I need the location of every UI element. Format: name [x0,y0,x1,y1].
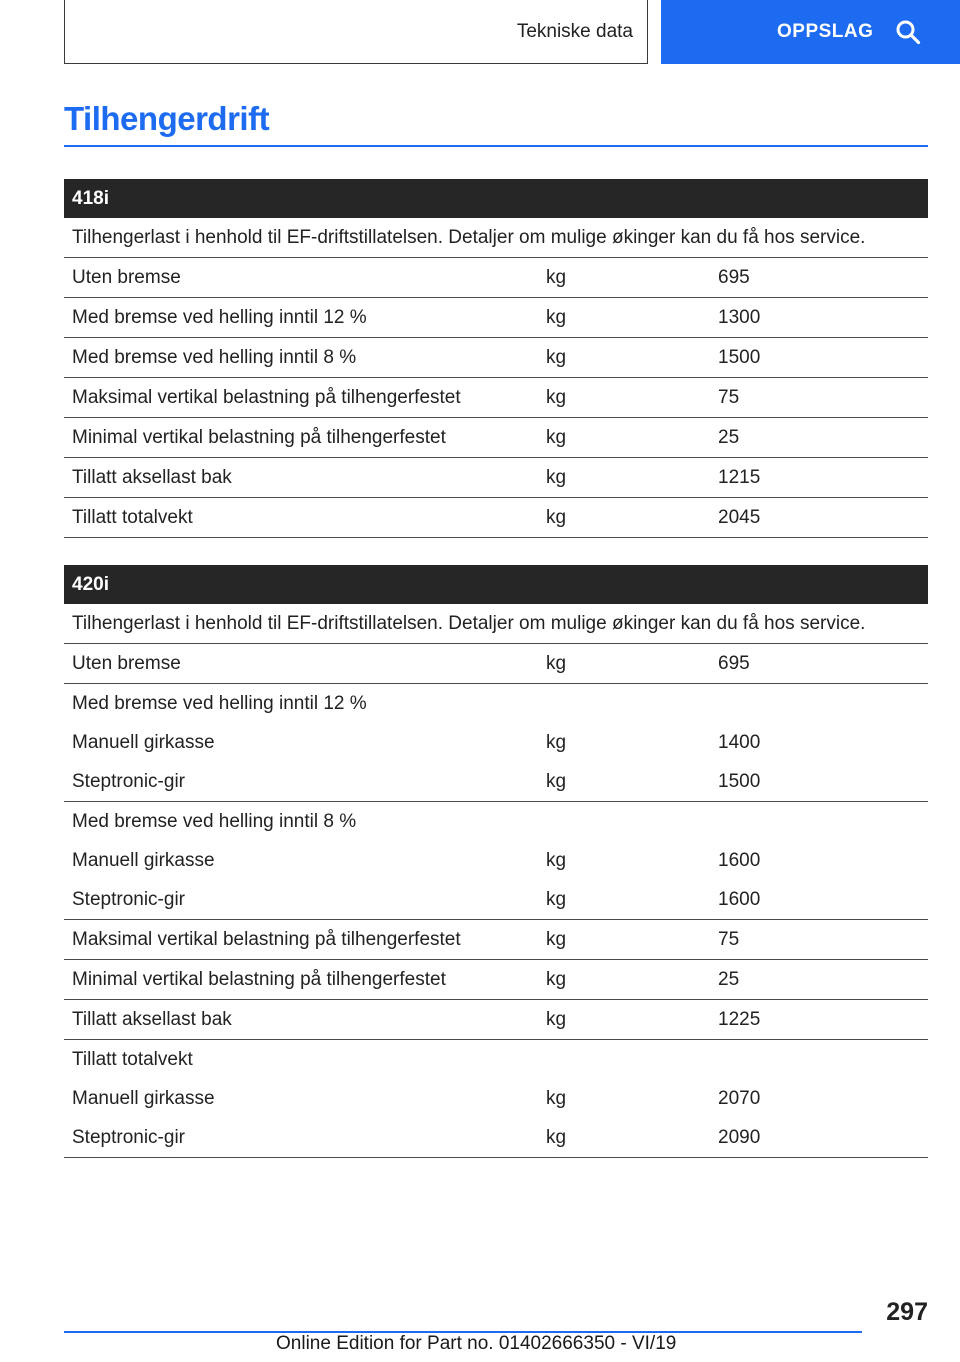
title-divider [64,145,928,147]
table-heading: 420i [64,565,928,604]
section-tab[interactable] [64,0,648,64]
lookup-button[interactable] [661,0,960,64]
table-row: Med bremse ved helling inntil 8 % kg 1500 [64,338,928,378]
page-number: 297 [886,1298,928,1326]
footer-edition-text: Online Edition for Part no. 01402666350 - VI/19 [276,1333,677,1354]
table-row: Steptronic-gir kg 2090 [64,1118,928,1158]
table-group-row: Med bremse ved helling inntil 12 % [72,692,367,714]
search-icon [895,19,921,45]
table-group-row: Tillatt totalvekt [72,1048,193,1070]
table-note: Tilhengerlast i henhold til EF-driftstillatelsen. Detaljer om mulige økinger kan du få hos service. [64,218,928,258]
lookup-label: OPPSLAG [777,21,874,42]
page-title: Tilhengerdrift [64,100,270,137]
spec-table-420i [64,565,928,1158]
section-label: Tekniske data [516,20,633,42]
table-row: Maksimal vertikal belastning på tilhengerfestet kg 75 [64,920,928,960]
spec-table-418i [64,179,928,538]
table-row: Tillatt aksellast bak kg 1225 [64,1000,928,1040]
table-note: Tilhengerlast i henhold til EF-driftstillatelsen. Detaljer om mulige økinger kan du få hos service. [64,604,928,644]
table-row: Manuell girkasse kg 2070 [72,1087,761,1109]
table-row: Maksimal vertikal belastning på tilhengerfestet kg 75 [64,378,928,418]
table-row: Steptronic-gir kg 1500 [64,762,928,802]
table-heading: 418i [64,179,928,218]
table-row: Tillatt aksellast bak kg 1215 [64,458,928,498]
table-row: Med bremse ved helling inntil 12 % kg 1300 [64,298,928,338]
table-row: Minimal vertikal belastning på tilhengerfestet kg 25 [64,418,928,458]
table-row: Tillatt totalvekt kg 2045 [64,498,928,538]
table-row: Manuell girkasse kg 1600 [72,849,761,871]
table-row: Steptronic-gir kg 1600 [64,880,928,920]
table-row: Minimal vertikal belastning på tilhengerfestet kg 25 [64,960,928,1000]
table-group-row: Med bremse ved helling inntil 8 % [72,810,357,832]
table-row: Manuell girkasse kg 1400 [72,731,761,753]
table-row: Uten bremse kg 695 [64,258,928,298]
table-row: Uten bremse kg 695 [64,644,928,684]
